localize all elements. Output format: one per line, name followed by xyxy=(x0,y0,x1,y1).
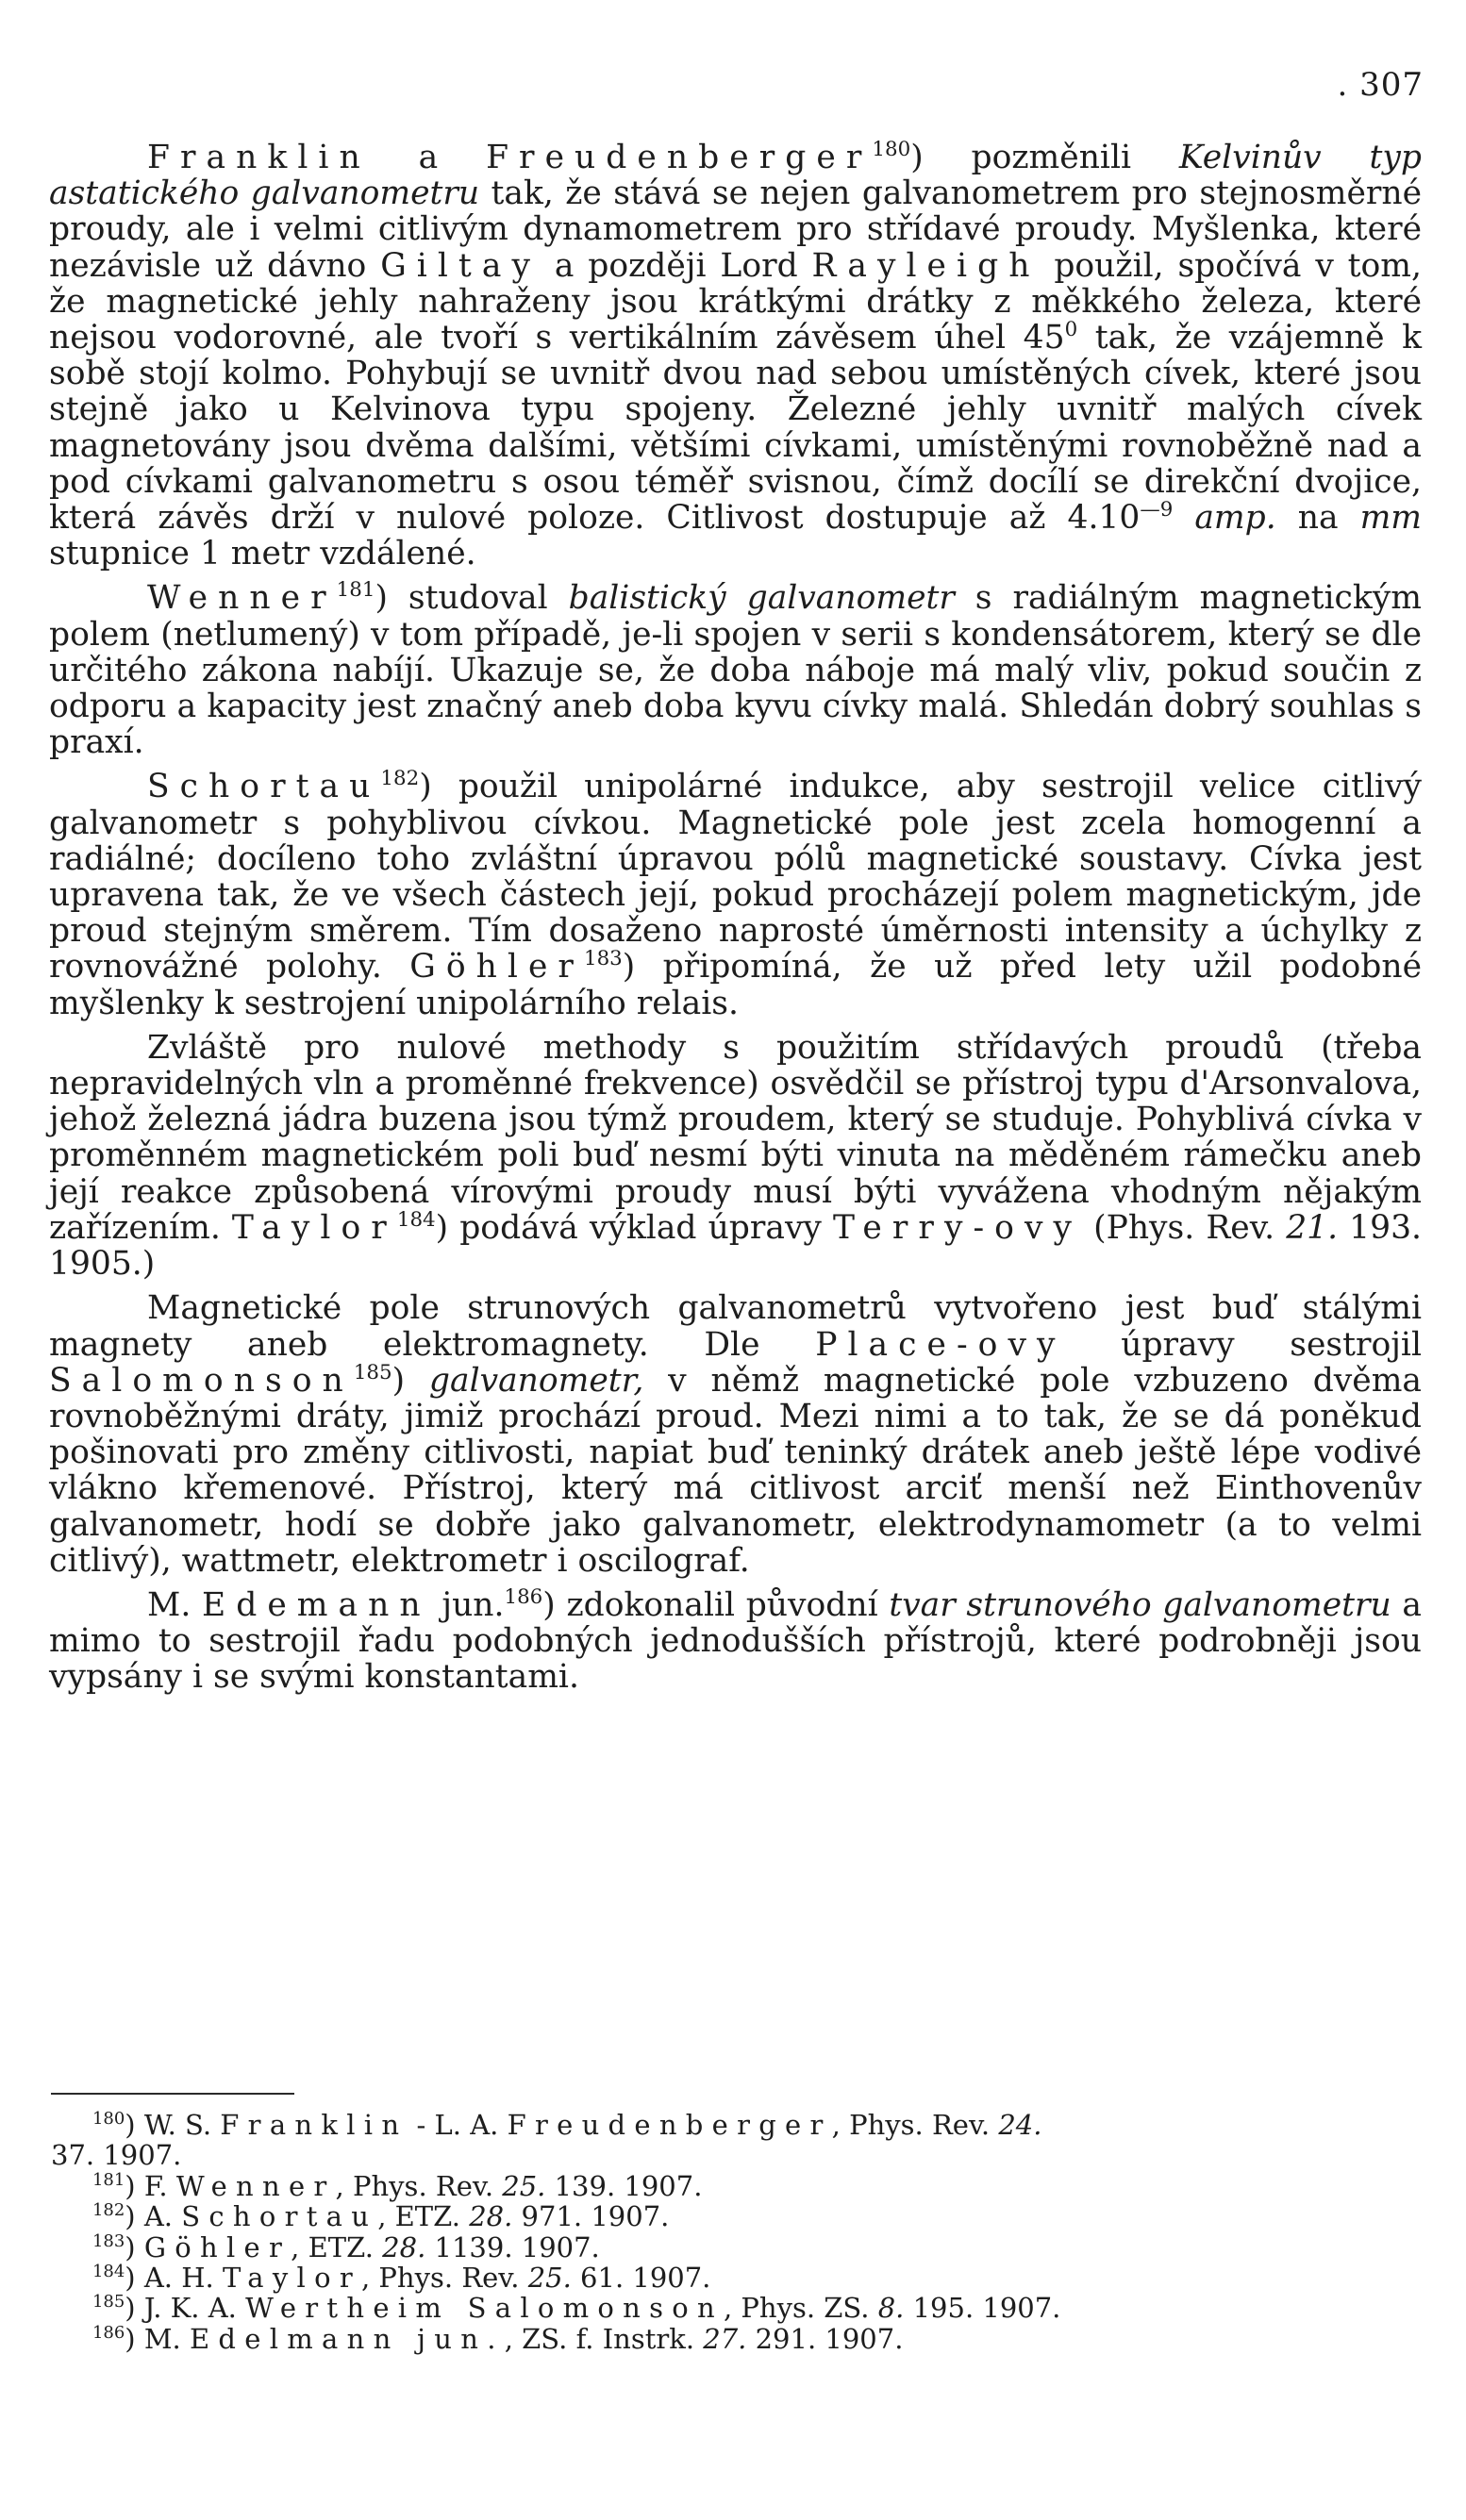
paragraph-wenner xyxy=(49,580,1422,760)
text-run: 195. 1907. xyxy=(904,2292,1061,2325)
text-run: ) xyxy=(125,2230,144,2263)
text-run: Zvláště pro nulové methody s použitím střídavých proudů (třeba nepravidelných vln a proměnné frekvence) osvědčil se přístroj typu d'Arsonvalova, jehož železná jádra buzena jsou týmž proudem, který se studuje. Pohyblivá cívka v proměnném magnetickém poli buď nesmí býti vinuta na měděném rámečku aneb její reakce způsobená vírovými proudy musí býti vyvážena vhodným nějakým zařízením. xyxy=(49,1028,1422,1247)
text-run: (Phys. Rev. xyxy=(1082,1208,1287,1247)
author-name: Terry-ovy xyxy=(833,1208,1083,1247)
footnote-183 xyxy=(51,2232,1400,2263)
italic-term: balistický galvanometr xyxy=(568,579,955,618)
text-run: ) studoval xyxy=(375,579,569,618)
text-run: Magnetické pole strunových galvanometrů vytvořeno jest buď stálými magnety aneb elektromagnety. Dle xyxy=(49,1289,1422,1364)
author-name: Freudenberger xyxy=(507,2109,832,2141)
text-run: ) W. S. xyxy=(125,2109,221,2141)
footnote-181 xyxy=(51,2171,1400,2201)
author-name: Edemann xyxy=(201,1585,431,1624)
text-run: - L. A. xyxy=(408,2109,508,2141)
author-name: Taylor xyxy=(231,1208,397,1247)
text-run: ) M. xyxy=(125,2322,190,2355)
italic-volume: 21. xyxy=(1286,1208,1339,1247)
author-name: Edelmann jun. xyxy=(189,2322,505,2355)
text-run: , Phys. Rev. xyxy=(360,2262,528,2295)
paragraph-string-galvanometers xyxy=(49,1290,1422,1579)
text-run: , ETZ. xyxy=(377,2200,470,2233)
text-run: stupnice 1 metr vzdálené. xyxy=(49,535,476,573)
text-run: 61. 1907. xyxy=(571,2262,711,2295)
author-name: Giltay xyxy=(380,246,541,285)
footnote-number: 180 xyxy=(92,2108,125,2129)
text-run: ) použil unipolárné indukce, aby sestrojil velice citlivý galvanometr s pohyblivou cívkou. Magnetické pole jest zcela homogenní a radiálné; docíleno toho zvláštní úpravou pólů magnetické soustavy. Cívka jest upravena tak, že ve všech částech její, pokud procházejí polem magnetickým, jde proud stejným směrem. Tím dosaženo naprosté úměrnosti intensity a úchylky z rovnovážné polohy. xyxy=(49,768,1422,986)
footnote-ref: 183 xyxy=(583,947,623,971)
exponent: —9 xyxy=(1140,497,1174,522)
footnote-182 xyxy=(51,2201,1400,2231)
italic-volume: 8. xyxy=(877,2292,905,2325)
footnote-number: 181 xyxy=(92,2169,125,2190)
italic-volume: 28. xyxy=(382,2230,426,2263)
text-run: ) A. xyxy=(125,2200,182,2233)
paragraph-edemann xyxy=(49,1584,1422,1697)
text-run: ) xyxy=(391,1361,429,1400)
author-name: Wertheim Salomonson xyxy=(245,2292,724,2325)
author-name: Schortau xyxy=(147,768,381,806)
author-name: Wenner xyxy=(147,579,337,618)
text-run: v němž magnetické pole vzbuzeno dvěma rovnoběžnými dráty, jimiž prochází proud. Mezi nimi a to tak, že se dá poněkud pošinovati pro změny citlivosti, napiat buď teninký drátek aneb ještě lépe vodivé vlákno křemenové. Přístroj, který má citlivost arciť menší než Einthovenův galvanometr, hodí se dobře jako galvanometr, elektrodynamometr (a to velmi citlivý), wattmetr, elektrometr i oscilograf. xyxy=(49,1361,1422,1580)
italic-volume: 25. xyxy=(527,2262,572,2295)
italic-unit: mm xyxy=(1359,499,1422,538)
body-text xyxy=(49,137,1422,1704)
text-run: 291. 1907. xyxy=(746,2322,904,2355)
text-run: použil, spočívá v tom, že magnetické jehly nahraženy jsou krátkými drátky z měkkého železa, které nejsou vodorovné, ale tvoří s vertikálním závěsem úhel 45 xyxy=(49,246,1422,357)
footnote-184 xyxy=(51,2263,1400,2293)
text-run: ) J. K. A. xyxy=(125,2292,246,2325)
text-run: na xyxy=(1275,499,1360,538)
text-run: tak, že stává se nejen galvanometrem pro stejnosměrné proudy, ale i velmi citlivým dynamometrem pro střídavé proudy. Myšlenka, které nezávisle už dávno xyxy=(49,174,1422,285)
italic-volume: 27. xyxy=(703,2322,747,2355)
footnote-number: 185 xyxy=(92,2292,125,2313)
text-run: ) připomíná, že už před lety užil podobné myšlenky k sestrojení unipolárního relais. xyxy=(49,948,1422,1022)
paragraph-arsonval xyxy=(49,1030,1422,1282)
text-run: , Phys. ZS. xyxy=(723,2292,878,2325)
footnotes xyxy=(51,2110,1400,2354)
text-run: ) A. H. xyxy=(125,2262,223,2295)
author-name: Rayleigh xyxy=(811,246,1041,285)
text-run: s radiálným magnetickým polem (netlumený) v tom případě, je-li spojen v serii s kondensátorem, který se dle určitého zákona nabíjí. Ukazuje se, že doba náboje má malý vliv, pokud součin z odporu a kapacity jest značný aneb doba kyvu cívky malá. Shledán dobrý souhlas s praxí. xyxy=(49,579,1422,762)
text-run: a mimo to sestrojil řadu podobných jednodušších přístrojů, které podrobněji jsou vypsány i se svými konstantami. xyxy=(49,1585,1422,1697)
text-run: , Phys. Rev. xyxy=(831,2109,999,2141)
author-name: Wenner xyxy=(175,2169,336,2202)
text-run: tak, že vzájemně k sobě stojí kolmo. Pohybují se uvnitř dvou nad sebou umístěných cívek, které jsou stejně jako u Kelvinova typu spojeny. Železné jehly uvnitř malých cívek magnetovány jsou dvěma dalšími, většími cívkami, umístěnými rovnoběžně nad a pod cívkami galvanometru s osou téměř svisnou, čímž docílí se direkční dvojice, která závěs drží v nulové poloze. Citlivost dostupuje až 4.10 xyxy=(49,319,1422,538)
footnote-number: 182 xyxy=(92,2200,125,2221)
text-run xyxy=(1173,499,1194,537)
footnote-180-continued: 37. 1907. xyxy=(51,2139,182,2172)
author-name: Salomonson xyxy=(49,1361,354,1400)
text-run: , Phys. Rev. xyxy=(335,2169,503,2202)
author-name: Franklin xyxy=(147,139,371,176)
footnote-number: 186 xyxy=(92,2322,125,2343)
footnote-ref: 184 xyxy=(396,1207,436,1232)
text-run: úpravy sestrojil xyxy=(1065,1325,1422,1364)
footnote-number: 183 xyxy=(92,2230,125,2251)
italic-term: galvanometr, xyxy=(428,1361,644,1400)
italic-volume: 28. xyxy=(469,2200,513,2233)
footnote-ref: 182 xyxy=(380,767,420,791)
text-run: jun. xyxy=(430,1585,505,1624)
author-name: Franklin xyxy=(220,2109,408,2141)
italic-term: Kelvinův typ astatického galvanometru xyxy=(49,139,1422,213)
author-name: Göhler xyxy=(409,948,584,986)
footnote-186 xyxy=(51,2324,1400,2354)
footnote-185 xyxy=(51,2293,1400,2323)
footnote-number: 184 xyxy=(92,2261,125,2281)
italic-unit: amp. xyxy=(1194,499,1276,538)
footnote-separator xyxy=(51,2093,294,2095)
text-run: a později Lord xyxy=(540,246,812,285)
footnote-ref: 181 xyxy=(336,578,375,603)
text-run: ) pozměnili xyxy=(910,139,1179,176)
footnote-180 xyxy=(51,2110,1400,2140)
italic-volume: 25. xyxy=(502,2169,546,2202)
page-number: . 307 xyxy=(1337,66,1424,104)
text-run: ) zdokonalil původní xyxy=(542,1585,890,1624)
text-run: 1139. 1907. xyxy=(425,2230,600,2263)
text-run: a xyxy=(370,139,487,176)
italic-volume: 24. xyxy=(998,2109,1042,2141)
author-name: Schortau xyxy=(181,2200,378,2233)
footnote-ref: 180 xyxy=(872,137,911,161)
text-run: 193. 1905.) xyxy=(49,1208,1422,1284)
footnote-ref: 185 xyxy=(353,1360,392,1384)
italic-term: tvar strunového galvanometru xyxy=(889,1585,1391,1624)
author-name: Freudenberger xyxy=(486,139,873,176)
author-name: Göhler xyxy=(143,2230,292,2263)
paragraph-schortau xyxy=(49,769,1422,1020)
author-name: Place-ovy xyxy=(815,1325,1066,1364)
text-run: 139. 1907. xyxy=(545,2169,703,2202)
text-run: M. xyxy=(147,1585,202,1624)
text-run: , ZS. f. Instrk. xyxy=(504,2322,704,2355)
degree-mark: 0 xyxy=(1064,317,1078,341)
text-run: ) podává výklad úpravy xyxy=(435,1208,834,1247)
text-run: 971. 1907. xyxy=(512,2200,670,2233)
text-run: ) F. xyxy=(125,2169,176,2202)
paragraph-franklin xyxy=(49,137,1422,573)
footnote-ref: 186 xyxy=(504,1584,543,1609)
author-name: Taylor xyxy=(222,2262,361,2295)
text-run: , ETZ. xyxy=(291,2230,383,2263)
